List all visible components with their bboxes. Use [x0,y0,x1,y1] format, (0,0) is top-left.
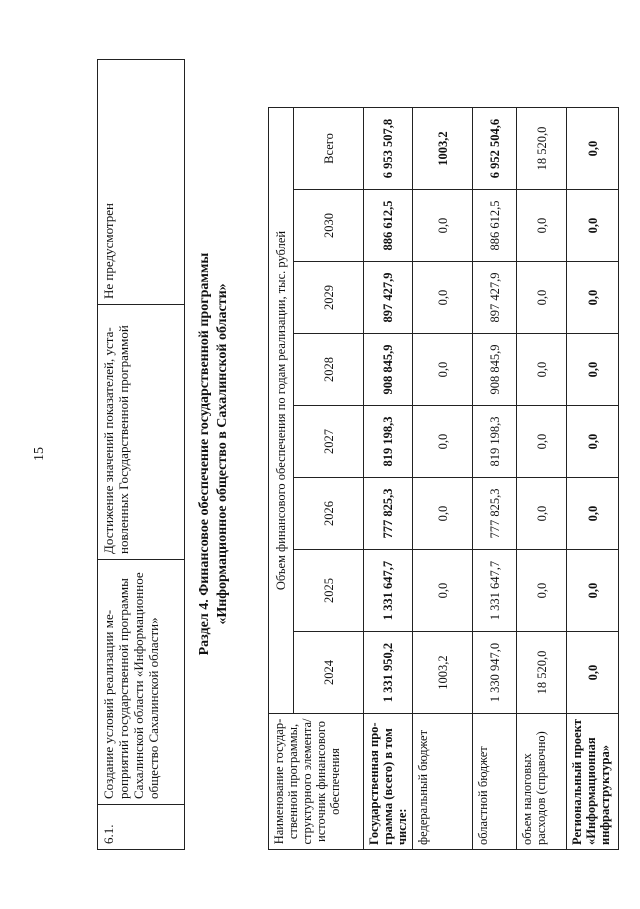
cell-value: 0,0 [413,334,473,406]
table-row [473,108,517,850]
row-name: федеральный бюджет [413,714,473,850]
volume-header: Объем финансового обеспечения по годам реализации, тыс. рублей [269,108,294,714]
cell-value: 819 198,3 [364,406,413,478]
cell-value: 0,0 [517,406,567,478]
year-header: 2026 [294,478,364,550]
cell-value: 908 845,9 [473,334,517,406]
cell-value: 1003,2 [413,632,473,714]
cell-value: 0,0 [567,108,619,190]
table-row [364,108,413,850]
page-number: 15 [32,447,47,461]
year-header: 2029 [294,262,364,334]
section-heading-line2: «Информационное общество в Сахалинской области» [215,283,230,625]
cell-value: 0,0 [413,550,473,632]
finance-table [268,107,619,850]
cell-value: 0,0 [517,262,567,334]
cell-value: 886 612,5 [364,190,413,262]
total-header: Всего [294,108,364,190]
table-header-row [269,108,294,850]
cell-value: 1003,2 [413,108,473,190]
measure-table [97,59,185,850]
cell-value: 0,0 [413,190,473,262]
cell-value: 0,0 [413,262,473,334]
section-heading [196,59,232,849]
measure-note: Не предусмотрен [98,60,185,305]
cell-value: 908 845,9 [364,334,413,406]
cell-value: 0,0 [567,262,619,334]
cell-value: 18 520,0 [517,108,567,190]
table-row [413,108,473,850]
row-name: областной бюджет [473,714,517,850]
table-row [517,108,567,850]
cell-value: 6 953 507,8 [364,108,413,190]
name-column-header: Наименование государственной программы, структурного элемента/источник финансового обеспечения [269,714,364,850]
cell-value: 0,0 [413,478,473,550]
cell-value: 1 331 647,7 [364,550,413,632]
cell-value: 1 331 950,2 [364,632,413,714]
measure-number: 6.1. [98,805,185,850]
cell-value: 1 330 947,0 [473,632,517,714]
cell-value: 18 520,0 [517,632,567,714]
cell-value: 819 198,3 [473,406,517,478]
cell-value: 777 825,3 [473,478,517,550]
year-header: 2030 [294,190,364,262]
row-name: Региональный проект «Информационная инфраструктура» [567,714,619,850]
section-heading-line1: Раздел 4. Финансовое обеспечение государственной программы [197,252,212,656]
cell-value: 0,0 [567,190,619,262]
year-header: 2027 [294,406,364,478]
cell-value: 777 825,3 [364,478,413,550]
cell-value: 0,0 [567,334,619,406]
cell-value: 0,0 [567,406,619,478]
year-header: 2024 [294,632,364,714]
measure-name: Создание условий реализации мероприятий государственной программы Сахалинской области «Информационное общество Сахалинской области» [98,560,185,805]
cell-value: 0,0 [567,550,619,632]
cell-value: 0,0 [517,550,567,632]
cell-value: 897 427,9 [364,262,413,334]
cell-value: 6 952 504,6 [473,108,517,190]
year-header: 2028 [294,334,364,406]
table-row [567,108,619,850]
cell-value: 0,0 [413,406,473,478]
row-name: Государственная программа (всего) в том числе: [364,714,413,850]
cell-value: 0,0 [517,190,567,262]
table-row [98,60,185,850]
cell-value: 0,0 [517,478,567,550]
year-header: 2025 [294,550,364,632]
row-name: объем налоговых расходов (справочно) [517,714,567,850]
cell-value: 1 331 647,7 [473,550,517,632]
cell-value: 886 612,5 [473,190,517,262]
cell-value: 0,0 [567,632,619,714]
cell-value: 897 427,9 [473,262,517,334]
cell-value: 0,0 [567,478,619,550]
measure-effect: Достижение значений показателей, установленных Государственной программой [98,305,185,560]
cell-value: 0,0 [517,334,567,406]
